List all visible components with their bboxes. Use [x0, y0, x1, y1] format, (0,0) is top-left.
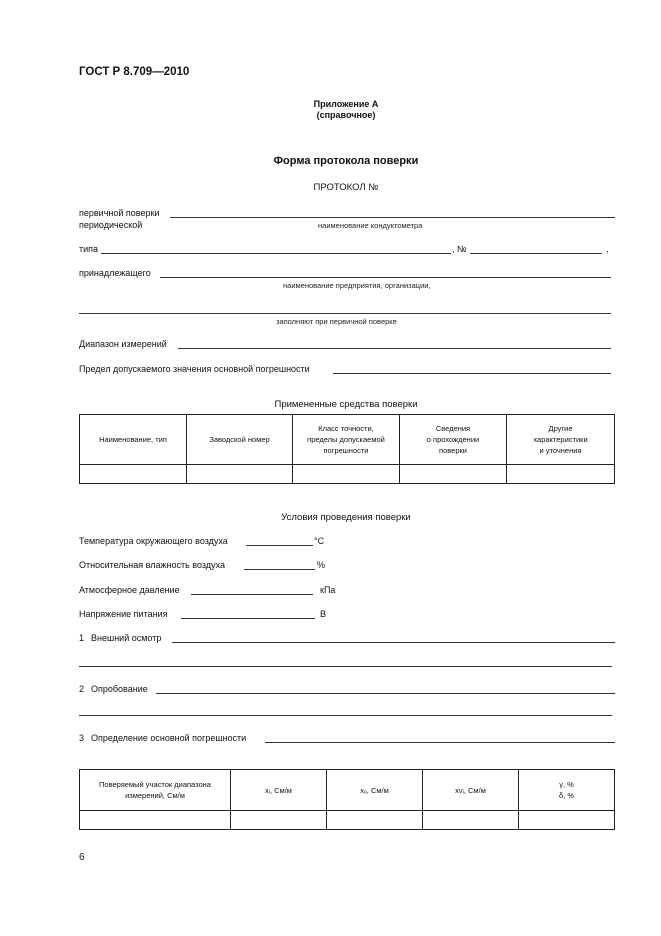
voltage-label: Напряжение питания [79, 609, 168, 619]
page-number: 6 [79, 852, 85, 863]
step-1-number: 1 [79, 633, 85, 643]
means-header-verification: Сведения о прохождении поверки [400, 415, 507, 465]
error-limit-line[interactable] [333, 373, 611, 374]
means-table-header-row [80, 415, 615, 465]
step-2-line[interactable] [156, 693, 615, 694]
humidity-line[interactable] [244, 569, 315, 570]
pressure-label: Атмосферное давление [79, 585, 180, 595]
annex-type: (справочное) [316, 110, 376, 120]
owner-label: принадлежащего [79, 268, 151, 278]
step-2-number: 2 [79, 684, 85, 694]
error-header-xi: xᵢ, См/м [231, 770, 327, 811]
means-cell-name[interactable] [80, 465, 187, 484]
device-name-line[interactable] [170, 217, 615, 218]
conditions-caption: Условия проведения поверки [281, 512, 411, 523]
device-name-hint: наименование кондуктометра [318, 221, 423, 230]
comma-sign: , [606, 244, 609, 254]
owner-line-2[interactable] [79, 313, 611, 314]
temperature-label: Температура окружающего воздуха [79, 536, 228, 546]
protocol-label: ПРОТОКОЛ № [313, 182, 379, 193]
means-header-name: Наименование, тип [80, 415, 187, 465]
table-row [80, 811, 615, 830]
error-table-header-row [80, 770, 615, 811]
error-header-range: Поверяемый участок диапазона измерений, См/м [80, 770, 231, 811]
step-2-label: Опробование [91, 684, 148, 694]
temperature-line[interactable] [246, 545, 313, 546]
temperature-unit: °С [314, 536, 325, 546]
means-header-accuracy: Класс точности, пределы допускаемой погрешности [293, 415, 400, 465]
means-table-caption: Примененные средства поверки [274, 399, 418, 410]
step-1-label: Внешний осмотр [91, 633, 162, 643]
step-3-label: Определение основной погрешности [91, 733, 247, 743]
means-header-serial: Заводской номер [187, 415, 293, 465]
table-row [80, 465, 615, 484]
range-label: Диапазон измерений [79, 339, 167, 349]
means-cell-accuracy[interactable] [293, 465, 400, 484]
type-line[interactable] [101, 253, 451, 254]
error-cell-xi[interactable] [231, 811, 327, 830]
standard-header: ГОСТ Р 8.709—2010 [79, 66, 190, 78]
pressure-unit: кПа [320, 585, 336, 595]
error-table [79, 769, 615, 830]
voltage-line[interactable] [181, 618, 315, 619]
error-limit-label: Предел допускаемого значения основной погрешности [79, 364, 310, 374]
step-1-line-2[interactable] [79, 666, 612, 667]
serial-number-line[interactable] [470, 253, 602, 254]
form-title: Форма протокола поверки [273, 155, 419, 167]
means-cell-other[interactable] [507, 465, 615, 484]
annex-title: Приложение А [313, 99, 379, 109]
means-cell-verification[interactable] [400, 465, 507, 484]
pressure-line[interactable] [191, 594, 313, 595]
periodic-verification-label: периодической [79, 220, 143, 230]
number-sign: , № [452, 244, 467, 254]
error-cell-xo[interactable] [327, 811, 423, 830]
humidity-unit: % [317, 560, 326, 570]
error-cell-xvi[interactable] [423, 811, 519, 830]
range-line[interactable] [178, 348, 611, 349]
primary-verification-label: первичной поверки [79, 208, 160, 218]
error-cell-gamma-delta[interactable] [519, 811, 615, 830]
type-label: типа [79, 244, 99, 254]
humidity-label: Относительная влажность воздуха [79, 560, 225, 570]
means-cell-serial[interactable] [187, 465, 293, 484]
error-header-gamma-delta: γ, % δ, % [519, 770, 615, 811]
primary-only-hint: заполняют при первичной поверке [276, 317, 397, 326]
error-header-xvi: xᴠᵢ, См/м [423, 770, 519, 811]
step-1-line[interactable] [172, 642, 615, 643]
step-3-line[interactable] [265, 742, 615, 743]
means-header-other: Другие характеристики и уточнения [507, 415, 615, 465]
owner-hint: наименование предприятия, организации, [283, 281, 431, 290]
owner-line[interactable] [160, 277, 611, 278]
error-header-xo: xₒ, См/м [327, 770, 423, 811]
step-3-number: 3 [79, 733, 85, 743]
voltage-unit: В [320, 609, 327, 619]
means-table [79, 414, 615, 484]
step-2-line-2[interactable] [79, 715, 612, 716]
error-cell-range[interactable] [80, 811, 231, 830]
